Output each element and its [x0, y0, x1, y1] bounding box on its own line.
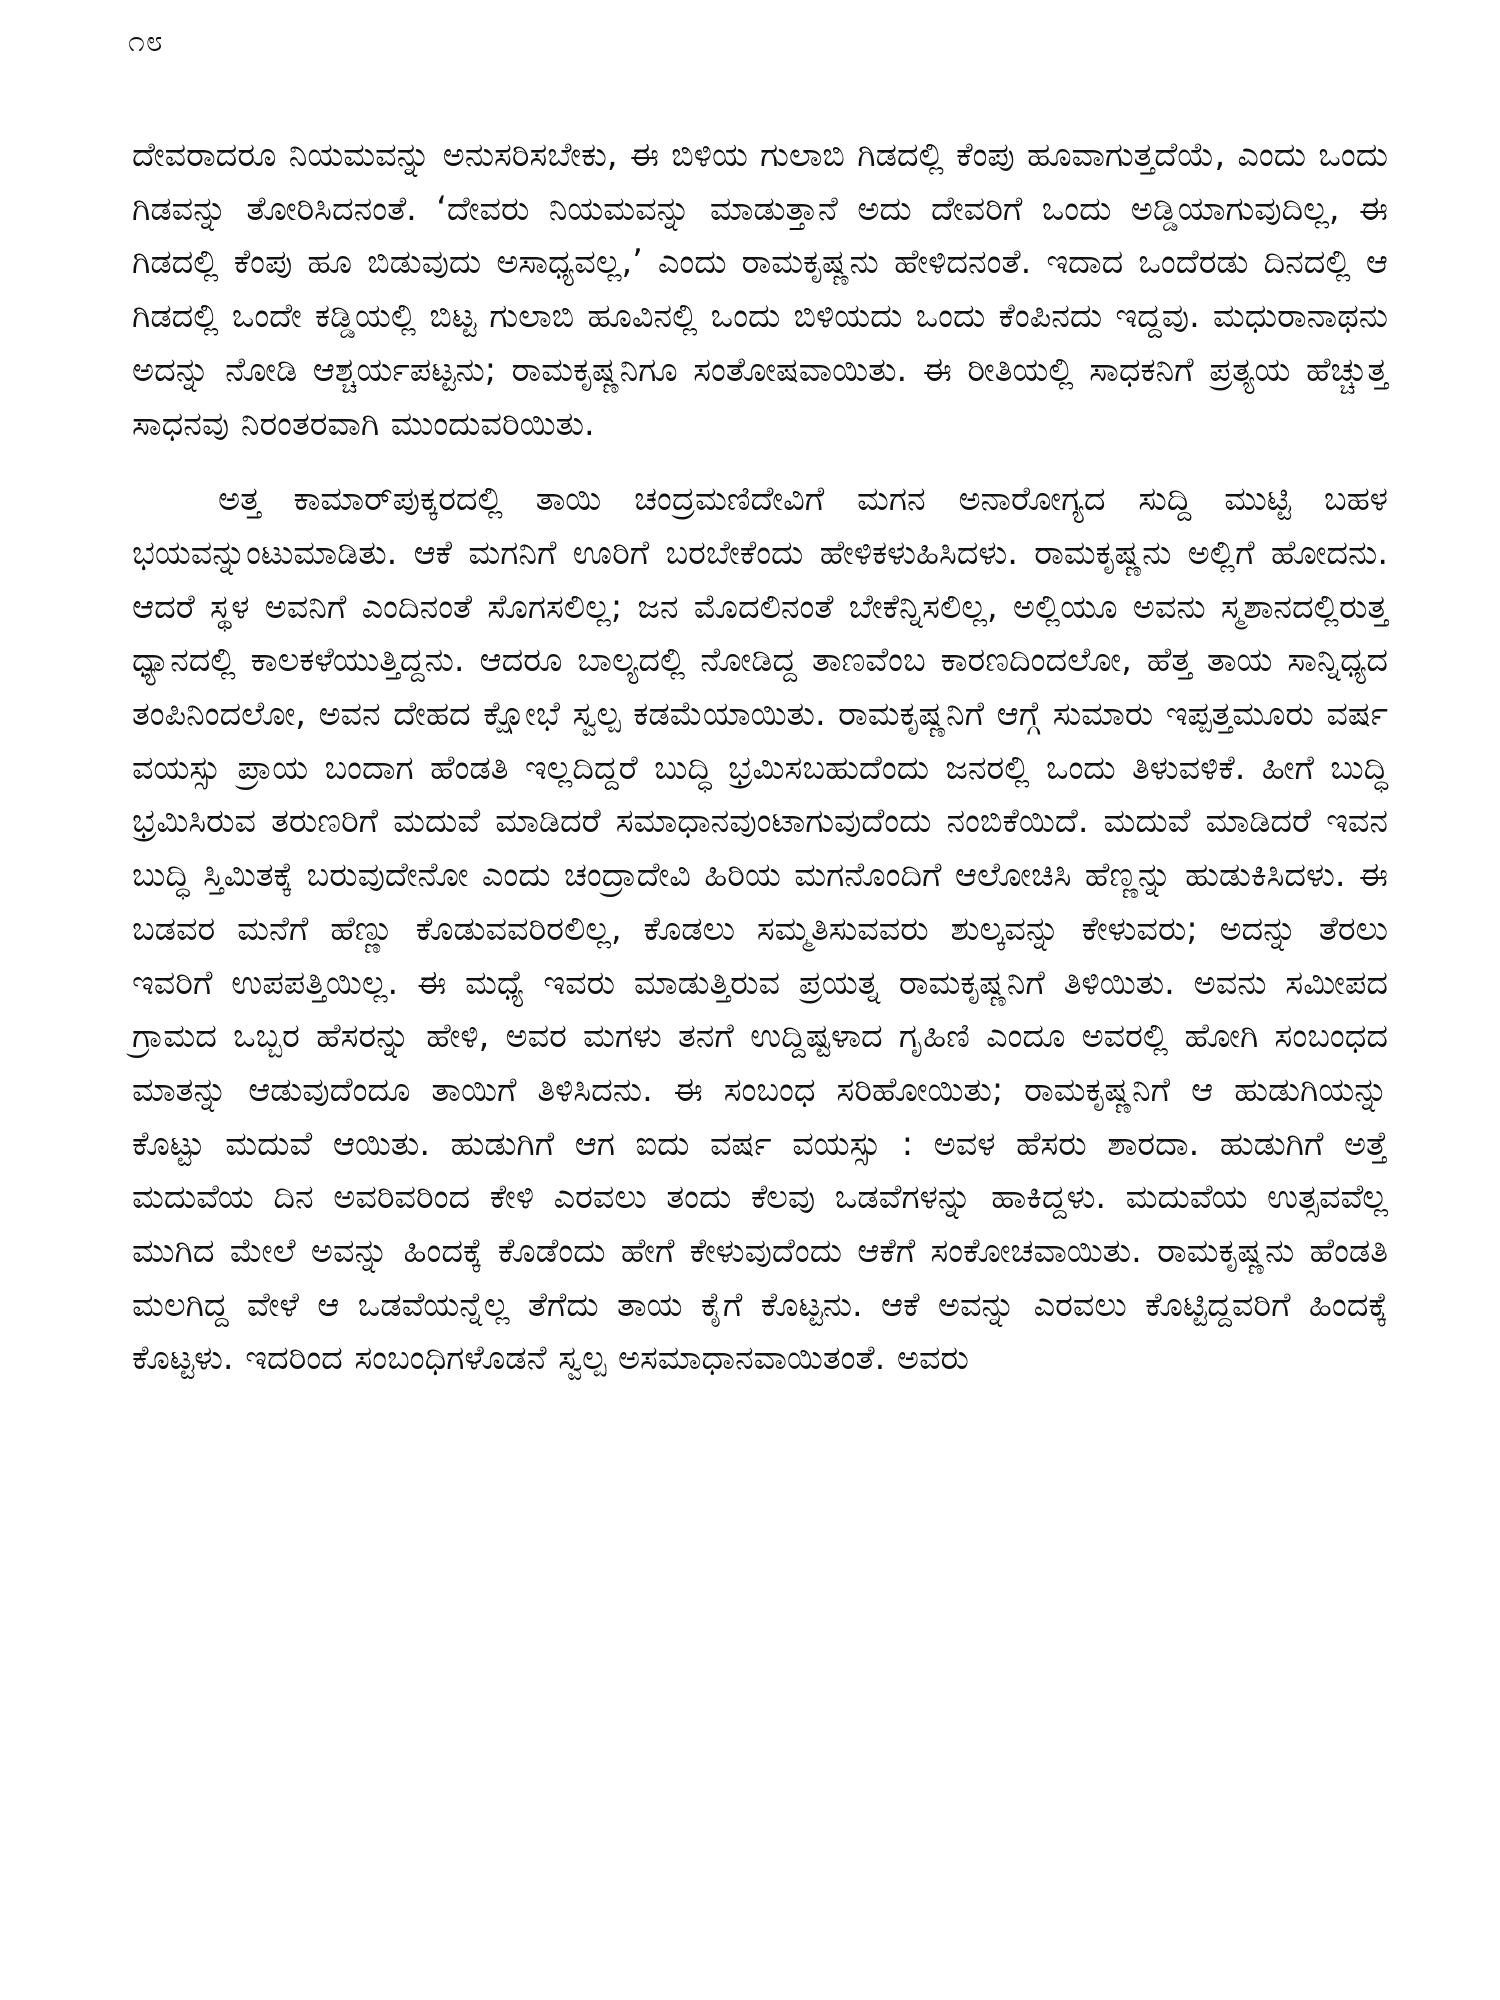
paragraph-marriage: ಅತ್ತ ಕಾಮಾರ್‌ಪುಕ್ಕರದಲ್ಲಿ ತಾಯಿ ಚಂದ್ರಮಣಿದೇವಿಗೆ ಮಗನ ಅನಾರೋಗ್ಯದ ಸುದ್ದಿ ಮುಟ್ಟಿ ಬಹಳ ಭಯವನ್ನುಂಟುಮಾಡಿತು. ಆಕೆ ಮಗನಿಗೆ ಊರಿಗೆ ಬರಬೇಕೆಂದು ಹೇಳಿಕಳುಹಿಸಿದಳು. ರಾಮಕೃಷ್ಣನು ಅಲ್ಲಿಗೆ ಹೋದನು. ಆದರೆ ಸ್ಥಳ ಅವನಿಗೆ ಎಂದಿನಂತೆ ಸೊಗಸಲಿಲ್ಲ; ಜನ ಮೊದಲಿನಂತೆ ಬೇಕೆನ್ನಿಸಲಿಲ್ಲ, ಅಲ್ಲಿಯೂ ಅವನು ಸ್ಮಶಾನದಲ್ಲಿರುತ್ತ ಧ್ಯಾನದಲ್ಲಿ ಕಾಲಕಳೆಯುತ್ತಿದ್ದನು. ಆದರೂ ಬಾಲ್ಯದಲ್ಲಿ ನೋಡಿದ್ದ ತಾಣವೆಂಬ ಕಾರಣದಿಂದಲೋ, ಹೆತ್ತ ತಾಯ ಸಾನ್ನಿಧ್ಯದ ತಂಪಿನಿಂದಲೋ, ಅವನ ದೇಹದ ಕ್ಷೋಭೆ ಸ್ವಲ್ಪ ಕಡಮೆಯಾಯಿತು. ರಾಮಕೃಷ್ಣನಿಗೆ ಆಗ್ಗೆ ಸುಮಾರು ಇಪ್ಪತ್ತಮೂರು ವರ್ಷ ವಯಸ್ಸು ಪ್ರಾಯ ಬಂದಾಗ ಹೆಂಡತಿ ಇಲ್ಲದಿದ್ದರೆ ಬುದ್ಧಿ ಭ್ರಮಿಸಬಹುದೆಂದು ಜನರಲ್ಲಿ ಒಂದು ತಿಳುವಳಿಕೆ. ಹೀಗೆ ಬುದ್ಧಿ ಭ್ರಮಿಸಿರುವ ತರುಣರಿಗೆ ಮದುವೆ ಮಾಡಿದರೆ ಸಮಾಧಾನವುಂಟಾಗುವುದೆಂದು ನಂಬಿಕೆಯಿದೆ. ಮದುವೆ ಮಾಡಿದರೆ ಇವನ ಬುದ್ಧಿ ಸ್ತಿಮಿತಕ್ಕೆ ಬರುವುದೇನೋ ಎಂದು ಚಂದ್ರಾದೇವಿ ಹಿರಿಯ ಮಗನೊಂದಿಗೆ ಆಲೋಚಿಸಿ ಹೆಣ್ಣನ್ನು ಹುಡುಕಿಸಿದಳು. ಈ ಬಡವರ ಮನೆಗೆ ಹೆಣ್ಣು ಕೊಡುವವರಿರಲಿಲ್ಲ, ಕೊಡಲು ಸಮ್ಮತಿಸುವವರು ಶುಲ್ಕವನ್ನು ಕೇಳುವರು; ಅದನ್ನು ತೆರಲು ಇವರಿಗೆ ಉಪಪತ್ತಿಯಿಲ್ಲ. ಈ ಮಧ್ಯೆ ಇವರು ಮಾಡುತ್ತಿರುವ ಪ್ರಯತ್ನ ರಾಮಕೃಷ್ಣನಿಗೆ ತಿಳಿಯಿತು. ಅವನು ಸಮೀಪದ ಗ್ರಾಮದ ಒಬ್ಬರ ಹೆಸರನ್ನು ಹೇಳಿ, ಅವರ ಮಗಳು ತನಗೆ ಉದ್ದಿಷ್ಟಳಾದ ಗೃಹಿಣಿ ಎಂದೂ ಅವರಲ್ಲಿ ಹೋಗಿ ಸಂಬಂಧದ ಮಾತನ್ನು ಆಡುವುದೆಂದೂ ತಾಯಿಗೆ ತಿಳಿಸಿದನು. ಈ ಸಂಬಂಧ ಸರಿಹೋಯಿತು; ರಾಮಕೃಷ್ಣನಿಗೆ ಆ ಹುಡುಗಿಯನ್ನು ಕೊಟ್ಟು ಮದುವೆ ಆಯಿತು. ಹುಡುಗಿಗೆ ಆಗ ಐದು ವರ್ಷ ವಯಸ್ಸು : ಅವಳ ಹೆಸರು ಶಾರದಾ. ಹುಡುಗಿಗೆ ಅತ್ತೆ ಮದುವೆಯ ದಿನ ಅವರಿವರಿಂದ ಕೇಳಿ ಎರವಲು ತಂದು ಕೆಲವು ಒಡವೆಗಳನ್ನು ಹಾಕಿದ್ದಳು. ಮದುವೆಯ ಉತ್ಸವವೆಲ್ಲ ಮುಗಿದ ಮೇಲೆ ಅವನ್ನು ಹಿಂದಕ್ಕೆ ಕೊಡೆಂದು ಹೇಗೆ ಕೇಳುವುದೆಂದು ಆಕೆಗೆ ಸಂಕೋಚವಾಯಿತು. ರಾಮಕೃಷ್ಣನು ಹೆಂಡತಿ ಮಲಗಿದ್ದ ವೇಳೆ ಆ ಒಡವೆಯನ್ನೆಲ್ಲ ತೆಗೆದು ತಾಯ ಕೈಗೆ ಕೊಟ್ಟನು. ಆಕೆ ಅವನ್ನು ಎರವಲು ಕೊಟ್ಟಿದ್ದವರಿಗೆ ಹಿಂದಕ್ಕೆ ಕೊಟ್ಟಳು. ಇದರಿಂದ ಸಂಬಂಧಿಗಳೊಡನೆ ಸ್ವಲ್ಪ ಅಸಮಾಧಾನವಾಯಿತಂತೆ. ಅವರು: [132, 479, 1388, 1378]
page-number: ೧೮: [128, 24, 164, 59]
body-text: [132, 128, 1388, 1385]
paragraph-continuation: ದೇವರಾದರೂ ನಿಯಮವನ್ನು ಅನುಸರಿಸಬೇಕು, ಈ ಬಿಳಿಯ ಗುಲಾಬಿ ಗಿಡದಲ್ಲಿ ಕೆಂಪು ಹೂವಾಗುತ್ತದೆಯೆ, ಎಂದು ಒಂದು ಗಿಡವನ್ನು ತೋರಿಸಿದನಂತೆ. ‘ದೇವರು ನಿಯಮವನ್ನು ಮಾಡುತ್ತಾನೆ ಅದು ದೇವರಿಗೆ ಒಂದು ಅಡ್ಡಿಯಾಗುವುದಿಲ್ಲ, ಈ ಗಿಡದಲ್ಲಿ ಕೆಂಪು ಹೂ ಬಿಡುವುದು ಅಸಾಧ್ಯವಲ್ಲ,’ ಎಂದು ರಾಮಕೃಷ್ಣನು ಹೇಳಿದನಂತೆ. ಇದಾದ ಒಂದೆರಡು ದಿನದಲ್ಲಿ ಆ ಗಿಡದಲ್ಲಿ ಒಂದೇ ಕಡ್ಡಿಯಲ್ಲಿ ಬಿಟ್ಟ ಗುಲಾಬಿ ಹೂವಿನಲ್ಲಿ ಒಂದು ಬಿಳಿಯದು ಒಂದು ಕೆಂಪಿನದು ಇದ್ದವು. ಮಧುರಾನಾಥನು ಅದನ್ನು ನೋಡಿ ಆಶ್ಚರ್ಯಪಟ್ಟನು; ರಾಮಕೃಷ್ಣನಿಗೂ ಸಂತೋಷವಾಯಿತು. ಈ ರೀತಿಯಲ್ಲಿ ಸಾಧಕನಿಗೆ ಪ್ರತ್ಯಯ ಹೆಚ್ಚುತ್ತ ಸಾಧನವು ನಿರಂತರವಾಗಿ ಮುಂದುವರಿಯಿತು.: [132, 135, 1388, 443]
